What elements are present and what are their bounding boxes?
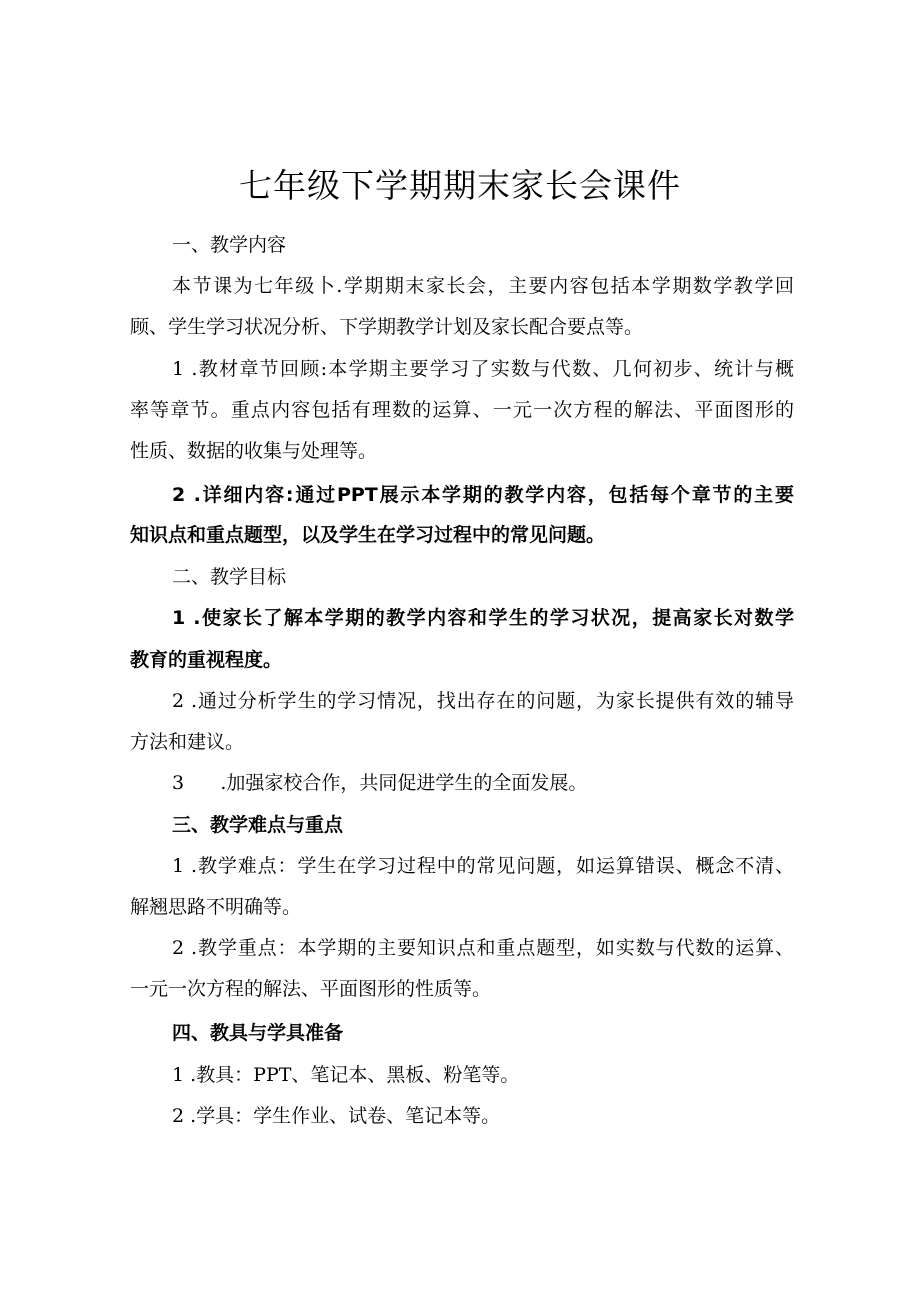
section-heading: 一、教学内容 [172,234,287,256]
paragraph-line: 解翘思路不明确等。 [130,896,302,918]
paragraph-line: 2 .详细内容:通过PPT展示本学期的教学内容，包括每个章节的主要 [172,484,794,506]
paragraph-line: 方法和建议。 [130,731,245,753]
document-title: 七年级下学期期末家长会课件 [239,166,681,205]
paragraph-line: 2 .通过分析学生的学习情况，找出存在的问题，为家长提供有效的辅导 [172,690,794,712]
paragraph-line: 性质、数据的收集与处理等。 [130,440,378,462]
section-heading: 四、教具与学具准备 [172,1022,344,1044]
paragraph-line: 1 .教学难点：学生在学习过程中的常见问题，如运算错误、概念不清、 [172,855,794,877]
paragraph-line: 一元一次方程的解法、平面图形的性质等。 [130,978,492,1000]
paragraph-line: 1 .使家长了解本学期的教学内容和学生的学习状况，提高家长对数学 [172,607,794,629]
paragraph-line: 顾、学生学习状况分析、下学期教学计划及家长配合要点等。 [130,316,644,338]
paragraph-line: 1 .教材章节回顾:本学期主要学习了实数与代数、几何初步、统计与概 [172,358,794,380]
paragraph-line: 教育的重视程度。 [130,649,283,671]
paragraph-line: 知识点和重点题型，以及学生在学习过程中的常见问题。 [130,524,606,546]
paragraph-line: 2 .教学重点：本学期的主要知识点和重点题型，如实数与代数的运算、 [172,937,794,959]
paragraph-line: 本节课为七年级卜.学期期末家长会，主要内容包括本学期数学教学回 [172,275,794,297]
paragraph-line: 2 .学具：学生作业、试卷、笔记本等。 [172,1105,501,1127]
paragraph-line: 率等章节。重点内容包括有理数的运算、一元一次方程的解法、平面图形的 [130,399,794,421]
section-heading: 二、教学目标 [172,566,287,588]
section-heading: 三、教学难点与重点 [172,814,344,836]
paragraph-line: 1 .教具：PPT、笔记本、黑板、粉笔等。 [172,1064,520,1086]
paragraph-line: 3 .加强家校合作，共同促进学生的全面发展。 [172,772,588,794]
